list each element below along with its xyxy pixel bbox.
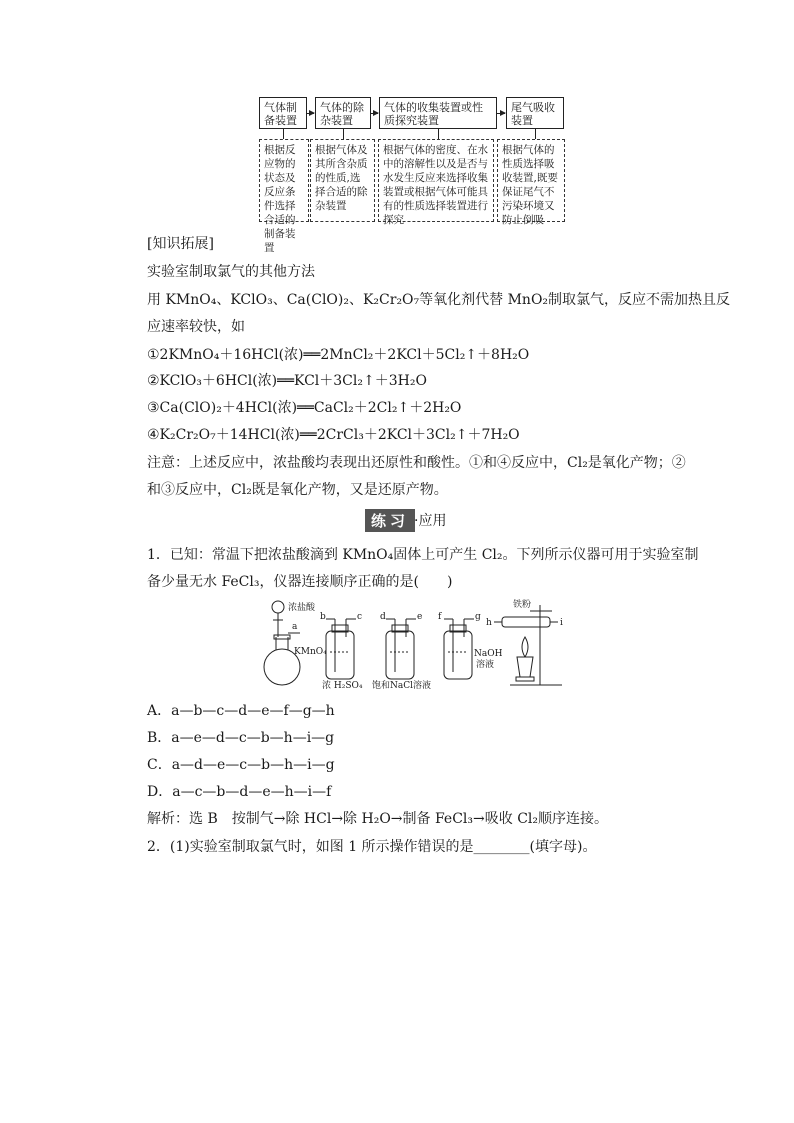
practice-suffix: ·应用 bbox=[414, 513, 447, 529]
intro-line-1: 用 KMnO₄、KClO₃、Ca(ClO)₂、K₂Cr₂O₇等氧化剂代替 MnO₂制取氯气，反应不需加热且反 bbox=[147, 292, 731, 308]
q1-line-2: 备少量无水 FeCl₃，仪器连接顺序正确的是( ) bbox=[147, 574, 453, 590]
analysis: 解析：选 B 按制气→除 HCl→除 H₂O→制备 FeCl₃→吸收 Cl₂顺序连接。 bbox=[147, 811, 608, 827]
bottle2-label: 饱和NaCl溶液 bbox=[372, 681, 432, 691]
apparatus-figure bbox=[262, 597, 572, 692]
flow-step-4-title: 尾气吸收装置 bbox=[506, 97, 564, 129]
flow-step-3-title: 气体的收集装置或性质探究装置 bbox=[379, 97, 497, 129]
note-line-2: 和③反应中，Cl₂既是氧化产物，又是还原产物。 bbox=[147, 482, 448, 498]
flow-arrow-2 bbox=[371, 113, 378, 114]
flow-connector-4 bbox=[535, 129, 536, 139]
subheading: 实验室制取氯气的其他方法 bbox=[147, 264, 315, 280]
port-b-label: b bbox=[320, 612, 326, 622]
flow-step-2-title: 气体的除杂装置 bbox=[315, 97, 371, 129]
q1-line-1: 1．已知：常温下把浓盐酸滴到 KMnO₄固体上可产生 Cl₂。下列所示仪器可用于实验室制 bbox=[147, 547, 699, 563]
flow-step-3-desc: 根据气体的密度、在水中的溶解性以及是否与水发生反应来选择收集装置或根据气体可能具有的性质选择装置进行探究 bbox=[378, 139, 494, 222]
port-d-label: d bbox=[380, 612, 386, 622]
option-c: C．a—d—e—c—b—h—i—g bbox=[147, 757, 335, 773]
port-g-label: g bbox=[475, 612, 481, 622]
question-2: 2．(1)实验室制取氯气时，如图 1 所示操作错误的是________(填字母)。 bbox=[147, 839, 597, 855]
port-f-label: f bbox=[438, 612, 442, 622]
flow-connector-2 bbox=[343, 129, 344, 139]
bottle3-label-1: NaOH bbox=[474, 649, 503, 659]
port-a-label: a bbox=[292, 622, 298, 632]
equation-1: ①2KMnO₄＋16HCl(浓)══2MnCl₂＋2KCl＋5Cl₂↑＋8H₂O bbox=[147, 347, 530, 363]
intro-line-2: 应速率较快，如 bbox=[147, 319, 245, 335]
port-i-label: i bbox=[560, 618, 563, 628]
flow-step-4-desc: 根据气体的性质选择吸收装置,既要保证尾气不污染环境又防止倒吸 bbox=[497, 139, 565, 222]
flow-step-1-title: 气体制备装置 bbox=[259, 97, 307, 129]
flow-connector-1 bbox=[283, 129, 284, 139]
flow-arrow-3 bbox=[497, 113, 505, 114]
option-b: B．a—e—d—c—b—h—i—g bbox=[147, 730, 335, 746]
equation-3: ③Ca(ClO)₂＋4HCl(浓)══CaCl₂＋2Cl₂↑＋2H₂O bbox=[147, 400, 462, 416]
funnel-label: 浓盐酸 bbox=[288, 603, 316, 613]
flask-label: KMnO₄ bbox=[294, 647, 327, 657]
flow-arrow-1 bbox=[307, 113, 314, 114]
equation-2: ②KClO₃＋6HCl(浓)══KCl＋3Cl₂↑＋3H₂O bbox=[147, 373, 427, 389]
bottle1-label: 浓 H₂SO₄ bbox=[322, 681, 363, 691]
tube-label: 铁粉 bbox=[513, 600, 532, 610]
note-line-1: 注意：上述反应中，浓盐酸均表现出还原性和酸性。①和④反应中，Cl₂是氧化产物；② bbox=[147, 455, 686, 471]
flow-step-2-desc: 根据气体及其所含杂质的性质,选择合适的除杂装置 bbox=[310, 139, 375, 222]
section-heading: [知识拓展] bbox=[147, 236, 214, 252]
equation-4: ④K₂Cr₂O₇＋14HCl(浓)══2CrCl₃＋2KCl＋3Cl₂↑＋7H₂O bbox=[147, 427, 520, 443]
option-d: D．a—c—b—d—e—h—i—f bbox=[147, 784, 332, 800]
flow-step-1-desc: 根据反应物的状态及反应条件选择合适的制备装置 bbox=[259, 139, 309, 222]
option-a: A．a—b—c—d—e—f—g—h bbox=[147, 703, 335, 719]
port-e-label: e bbox=[417, 612, 423, 622]
practice-badge: 练习 bbox=[365, 509, 415, 532]
port-c-label: c bbox=[357, 612, 363, 622]
port-h-label: h bbox=[486, 618, 492, 628]
bottle3-label-2: 溶液 bbox=[476, 660, 495, 670]
flow-connector-3 bbox=[438, 129, 439, 139]
